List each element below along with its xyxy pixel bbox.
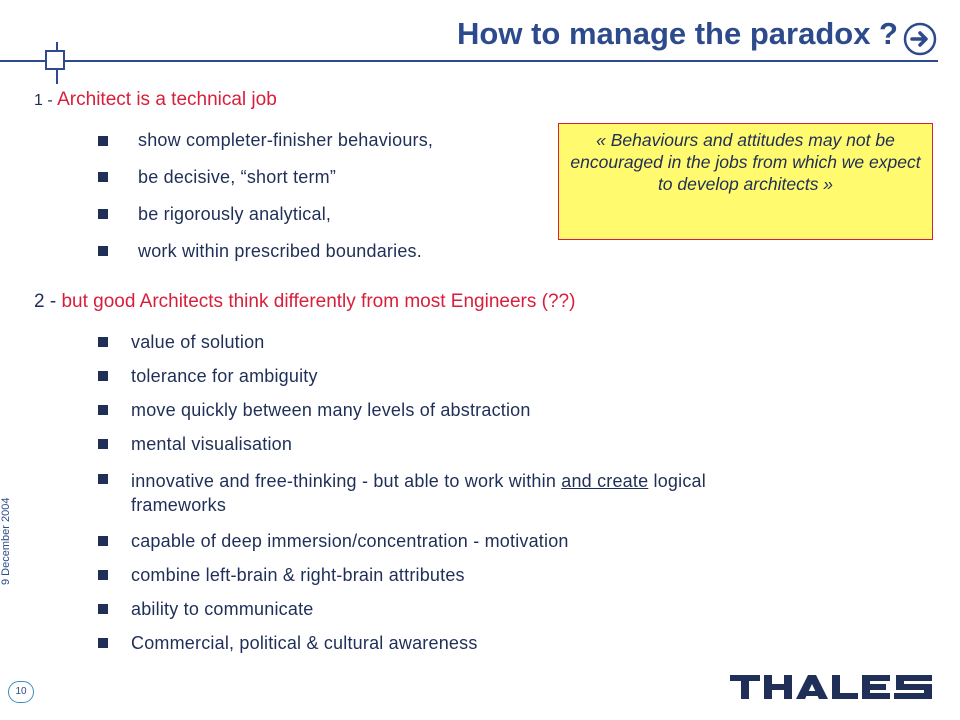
page-number: 10 <box>8 681 34 703</box>
thales-logo <box>728 671 934 703</box>
section-2-bullet: ability to communicate <box>131 599 314 619</box>
section-1-bullet: show completer-finisher behaviours, <box>138 130 434 150</box>
slide-date <box>0 497 16 586</box>
section-1-bullet: work within prescribed boundaries. <box>138 241 422 261</box>
square-bullet-icon <box>98 371 108 381</box>
section-2-bullet: tolerance for ambiguity <box>131 366 318 386</box>
square-bullet-icon <box>98 209 108 219</box>
square-bullet-icon <box>98 604 108 614</box>
section-1-bullet: be decisive, “short term” <box>138 167 337 187</box>
crosshair-box-icon <box>45 50 65 70</box>
square-bullet-icon <box>98 172 108 182</box>
slide-title: How to manage the paradox ? <box>457 16 898 51</box>
section-2-bullet: value of solution <box>131 332 265 352</box>
bullet-text: frameworks <box>131 495 227 515</box>
square-bullet-icon <box>98 570 108 580</box>
section-2-bullet: capable of deep immersion/concentration - motivation <box>131 531 569 551</box>
square-bullet-icon <box>98 536 108 546</box>
square-bullet-icon <box>98 405 108 415</box>
square-bullet-icon <box>98 246 108 256</box>
square-bullet-icon <box>98 337 108 347</box>
header-rule <box>0 60 938 62</box>
section-1-heading <box>34 89 277 111</box>
square-bullet-icon <box>98 474 108 484</box>
square-bullet-icon <box>98 136 108 146</box>
bullet-text: logical <box>648 471 706 491</box>
quote-box: « Behaviours and attitudes may not be encouraged in the jobs from which we expect to develop architects » <box>558 123 933 240</box>
section-1-bullet: be rigorously analytical, <box>138 204 332 224</box>
bullet-text: innovative and free-thinking - but able to work within <box>131 471 562 491</box>
section-2-number: 2 - <box>34 291 62 312</box>
underlined-text: and create <box>561 471 649 491</box>
section-2-heading <box>34 291 575 313</box>
section-2-bullet: move quickly between many levels of abstraction <box>131 400 531 420</box>
section-2-bullet: mental visualisation <box>131 434 293 454</box>
section-1-number: 1 - <box>34 92 58 109</box>
date-text: 9 December 2004 <box>0 497 12 585</box>
section-1-title: Architect is a technical job <box>57 89 277 110</box>
square-bullet-icon <box>98 638 108 648</box>
arrow-right-circle-icon[interactable] <box>903 22 937 56</box>
section-2-bullet: Commercial, political & cultural awareness <box>131 633 478 653</box>
section-2-bullet-multiline <box>131 469 706 517</box>
section-2-title: but good Architects think differently from most Engineers (??) <box>61 291 576 312</box>
square-bullet-icon <box>98 439 108 449</box>
section-2-bullet: combine left-brain & right-brain attributes <box>131 565 465 585</box>
